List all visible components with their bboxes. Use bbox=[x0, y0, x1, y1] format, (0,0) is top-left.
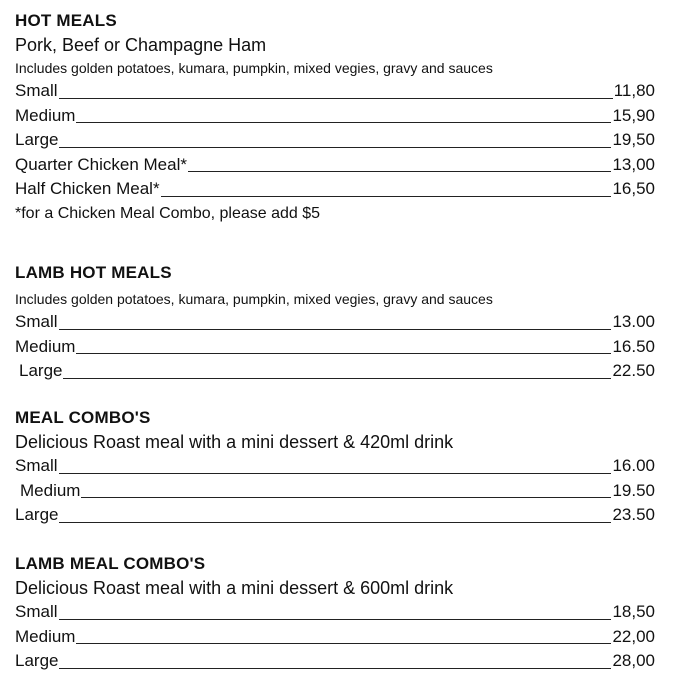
section-hot-meals bbox=[15, 9, 655, 226]
leader-line bbox=[81, 497, 611, 498]
item-price: 15,90 bbox=[612, 105, 655, 125]
item-name: Large bbox=[15, 651, 59, 670]
item-price: 13.00 bbox=[612, 312, 655, 331]
item-name: Large bbox=[15, 505, 59, 524]
section-lamb-meal-combos bbox=[15, 552, 655, 674]
section-title: HOT MEALS bbox=[15, 11, 117, 30]
menu-item bbox=[15, 503, 655, 528]
leader-line bbox=[59, 668, 611, 669]
leader-line bbox=[76, 643, 611, 644]
item-name: Medium bbox=[20, 480, 81, 500]
section-title: LAMB MEAL COMBO'S bbox=[15, 554, 206, 573]
item-name: Small bbox=[15, 602, 58, 621]
menu-item bbox=[15, 310, 655, 335]
section-title: MEAL COMBO'S bbox=[15, 408, 151, 427]
section-meal-combos bbox=[15, 406, 655, 528]
item-price: 13,00 bbox=[612, 154, 655, 174]
menu-item bbox=[15, 625, 655, 650]
section-note: Includes golden potatoes, kumara, pumpkin, mixed vegies, gravy and sauces bbox=[15, 60, 493, 76]
leader-line bbox=[59, 329, 612, 330]
menu-item bbox=[15, 359, 655, 384]
leader-line bbox=[59, 473, 612, 474]
menu-item bbox=[15, 649, 655, 674]
leader-line bbox=[188, 171, 611, 172]
item-price: 23.50 bbox=[612, 505, 655, 524]
section-note: Includes golden potatoes, kumara, pumpkin, mixed vegies, gravy and sauces bbox=[15, 291, 493, 307]
menu-item bbox=[15, 335, 655, 360]
leader-line bbox=[59, 619, 612, 620]
item-name: Medium bbox=[15, 105, 76, 125]
section-title: LAMB HOT MEALS bbox=[15, 263, 172, 282]
item-name: Large bbox=[19, 361, 63, 380]
section-subtitle: Delicious Roast meal with a mini dessert & 420ml drink bbox=[15, 432, 454, 452]
item-name: Medium bbox=[15, 626, 76, 646]
item-price: 11,80 bbox=[613, 81, 655, 100]
item-price: 22.50 bbox=[612, 361, 655, 380]
footnote: *for a Chicken Meal Combo, please add $5 bbox=[15, 204, 321, 222]
item-name: Small bbox=[15, 81, 58, 100]
menu-item bbox=[15, 479, 655, 504]
menu-item bbox=[15, 600, 655, 625]
leader-line bbox=[161, 196, 612, 197]
item-name: Small bbox=[15, 456, 58, 475]
section-subtitle: Pork, Beef or Champagne Ham bbox=[15, 35, 267, 55]
item-name: Quarter Chicken Meal* bbox=[15, 154, 187, 174]
menu-item bbox=[15, 128, 655, 153]
menu-item bbox=[15, 454, 655, 479]
leader-line bbox=[59, 147, 611, 148]
menu-item bbox=[15, 104, 655, 129]
section-subtitle: Delicious Roast meal with a mini dessert & 600ml drink bbox=[15, 578, 454, 598]
leader-line bbox=[59, 522, 611, 523]
item-price: 16.00 bbox=[612, 456, 655, 475]
leader-line bbox=[76, 353, 611, 354]
menu-item bbox=[15, 79, 655, 104]
section-lamb-hot-meals bbox=[15, 261, 655, 384]
menu-item bbox=[15, 177, 655, 202]
item-name: Small bbox=[15, 312, 58, 331]
item-name: Medium bbox=[15, 336, 76, 356]
item-name: Half Chicken Meal* bbox=[15, 179, 160, 198]
item-price: 16.50 bbox=[612, 336, 655, 356]
item-name: Large bbox=[15, 130, 59, 149]
leader-line bbox=[59, 98, 613, 99]
item-price: 28,00 bbox=[612, 651, 655, 670]
item-price: 19,50 bbox=[612, 130, 655, 149]
item-price: 19.50 bbox=[612, 480, 655, 500]
leader-line bbox=[76, 122, 611, 123]
leader-line bbox=[63, 378, 611, 379]
item-price: 18,50 bbox=[612, 602, 655, 621]
item-price: 22,00 bbox=[612, 626, 655, 646]
menu-item bbox=[15, 153, 655, 178]
item-price: 16,50 bbox=[612, 179, 655, 198]
